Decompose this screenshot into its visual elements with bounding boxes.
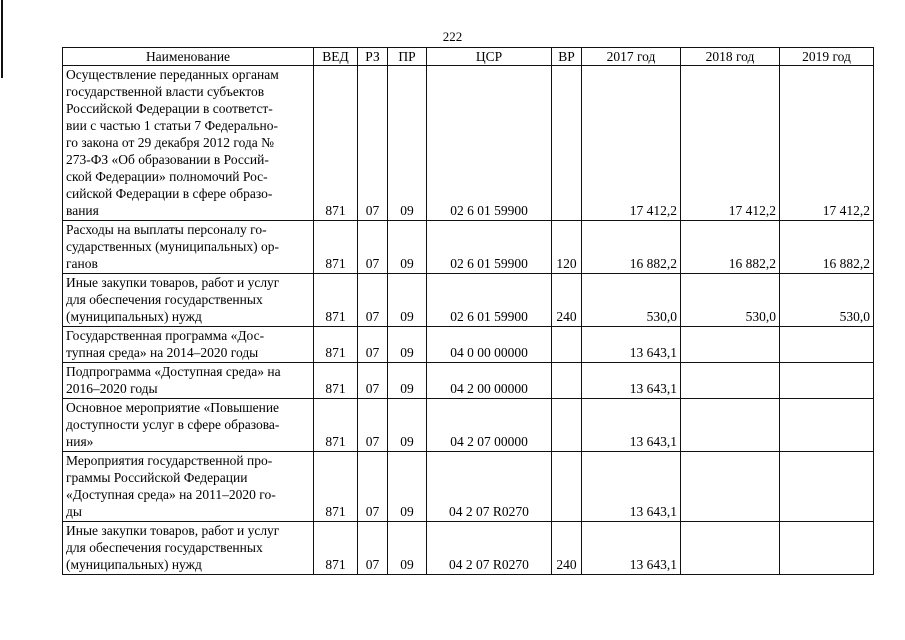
cell-pr: 09	[388, 274, 427, 327]
cell-name-line: 2016–2020 годы	[66, 381, 158, 396]
cell-ved: 871	[314, 452, 358, 522]
cell-2017: 13 643,1	[582, 363, 681, 399]
cell-name-line: Осуществление переданных органам	[66, 67, 279, 82]
budget-table	[62, 47, 874, 575]
cell-name-line: для обеспечения государственных	[66, 540, 263, 555]
header-pr: ПР	[388, 48, 427, 66]
table-body	[63, 66, 874, 575]
cell-pr: 09	[388, 452, 427, 522]
cell-ved: 871	[314, 327, 358, 363]
cell-rz: 07	[358, 66, 388, 221]
cell-vr	[552, 363, 582, 399]
cell-csr: 04 0 00 00000	[427, 327, 552, 363]
cell-rz: 07	[358, 399, 388, 452]
cell-rz: 07	[358, 522, 388, 575]
cell-name-line: Основное мероприятие «Повышение	[66, 400, 280, 415]
cell-2017: 16 882,2	[582, 221, 681, 274]
cell-name	[63, 399, 314, 452]
cell-name-line: Расходы на выплаты персоналу го-	[66, 222, 267, 237]
header-2017: 2017 год	[582, 48, 681, 66]
cell-csr: 02 6 01 59900	[427, 274, 552, 327]
cell-pr: 09	[388, 327, 427, 363]
cell-name-line: для обеспечения государственных	[66, 292, 263, 307]
header-ved: ВЕД	[314, 48, 358, 66]
table-header-row	[63, 48, 874, 66]
cell-ved: 871	[314, 399, 358, 452]
cell-ved: 871	[314, 522, 358, 575]
cell-name-line: (муниципальных) нужд	[66, 557, 202, 572]
cell-rz: 07	[358, 221, 388, 274]
table-row	[63, 221, 874, 274]
cell-name-line: 273-ФЗ «Об образовании в Россий-	[66, 152, 269, 167]
cell-2019: 16 882,2	[780, 221, 874, 274]
cell-name-line: «Доступная среда» на 2011–2020 го-	[66, 487, 276, 502]
cell-pr: 09	[388, 221, 427, 274]
cell-vr: 240	[552, 274, 582, 327]
cell-2018	[681, 522, 780, 575]
cell-2018: 530,0	[681, 274, 780, 327]
cell-2017: 13 643,1	[582, 399, 681, 452]
header-2019: 2019 год	[780, 48, 874, 66]
cell-rz: 07	[358, 327, 388, 363]
cell-vr: 120	[552, 221, 582, 274]
table-row	[63, 327, 874, 363]
table-row	[63, 452, 874, 522]
header-rz: РЗ	[358, 48, 388, 66]
cell-name-line: (муниципальных) нужд	[66, 309, 202, 324]
table-row	[63, 363, 874, 399]
cell-csr: 02 6 01 59900	[427, 66, 552, 221]
cell-2019: 17 412,2	[780, 66, 874, 221]
table-row	[63, 66, 874, 221]
cell-2018: 16 882,2	[681, 221, 780, 274]
cell-vr	[552, 399, 582, 452]
cell-2018	[681, 327, 780, 363]
table-row	[63, 399, 874, 452]
header-2018: 2018 год	[681, 48, 780, 66]
cell-name-line: Иные закупки товаров, работ и услуг	[66, 523, 280, 538]
cell-csr: 04 2 07 R0270	[427, 452, 552, 522]
cell-name	[63, 274, 314, 327]
cell-2018	[681, 452, 780, 522]
header-name: Наименование	[63, 48, 314, 66]
cell-rz: 07	[358, 363, 388, 399]
cell-name-line: ской Федерации» полномочий Рос-	[66, 169, 268, 184]
cell-2019: 530,0	[780, 274, 874, 327]
cell-2017: 13 643,1	[582, 327, 681, 363]
cell-name-line: сийской Федерации в сфере образо-	[66, 186, 273, 201]
page-number: 222	[442, 29, 463, 44]
cell-name-line: Подпрограмма «Доступная среда» на	[66, 364, 281, 379]
cell-ved: 871	[314, 221, 358, 274]
cell-2017: 13 643,1	[582, 522, 681, 575]
cell-name	[63, 363, 314, 399]
cell-csr: 04 2 07 R0270	[427, 522, 552, 575]
cell-name-line: Российской Федерации в соответст-	[66, 101, 273, 116]
cell-name-line: тупная среда» на 2014–2020 годы	[66, 345, 259, 360]
cell-name-line: вии с частью 1 статьи 7 Федерально-	[66, 118, 279, 133]
cell-ved: 871	[314, 66, 358, 221]
cell-name	[63, 221, 314, 274]
cell-pr: 09	[388, 522, 427, 575]
cell-name	[63, 327, 314, 363]
cell-pr: 09	[388, 363, 427, 399]
cell-csr: 04 2 07 00000	[427, 399, 552, 452]
table-row	[63, 522, 874, 575]
cell-ved: 871	[314, 274, 358, 327]
cell-name	[63, 522, 314, 575]
cell-2019	[780, 522, 874, 575]
cell-name-line: Государственная программа «Дос-	[66, 328, 265, 343]
cell-vr	[552, 327, 582, 363]
cell-name-line: Мероприятия государственной про-	[66, 453, 273, 468]
cell-2019	[780, 327, 874, 363]
cell-2018	[681, 363, 780, 399]
cell-2019	[780, 452, 874, 522]
cell-name-line: ды	[66, 504, 82, 519]
cell-csr: 02 6 01 59900	[427, 221, 552, 274]
cell-name-line: Иные закупки товаров, работ и услуг	[66, 275, 280, 290]
cell-name-line: государственной власти субъектов	[66, 84, 265, 99]
cell-vr	[552, 452, 582, 522]
cell-rz: 07	[358, 452, 388, 522]
cell-pr: 09	[388, 399, 427, 452]
header-vr: ВР	[552, 48, 582, 66]
cell-name-line: ганов	[66, 256, 98, 271]
cell-2018	[681, 399, 780, 452]
cell-name-line: ния»	[66, 434, 94, 449]
cell-name-line: вания	[66, 203, 99, 218]
cell-2017: 530,0	[582, 274, 681, 327]
cell-name-line: го закона от 29 декабря 2012 года №	[66, 135, 275, 150]
cell-csr: 04 2 00 00000	[427, 363, 552, 399]
cell-2017: 13 643,1	[582, 452, 681, 522]
cell-ved: 871	[314, 363, 358, 399]
cell-name	[63, 452, 314, 522]
cell-vr	[552, 66, 582, 221]
cell-2017: 17 412,2	[582, 66, 681, 221]
header-csr: ЦСР	[427, 48, 552, 66]
cell-2019	[780, 399, 874, 452]
cell-name-line: граммы Российской Федерации	[66, 470, 248, 485]
cell-2018: 17 412,2	[681, 66, 780, 221]
cell-pr: 09	[388, 66, 427, 221]
cell-name-line: доступности услуг в сфере образова-	[66, 417, 280, 432]
cell-name	[63, 66, 314, 221]
cell-vr: 240	[552, 522, 582, 575]
cell-name-line: сударственных (муниципальных) ор-	[66, 239, 279, 254]
cell-rz: 07	[358, 274, 388, 327]
cell-2019	[780, 363, 874, 399]
table-row	[63, 274, 874, 327]
